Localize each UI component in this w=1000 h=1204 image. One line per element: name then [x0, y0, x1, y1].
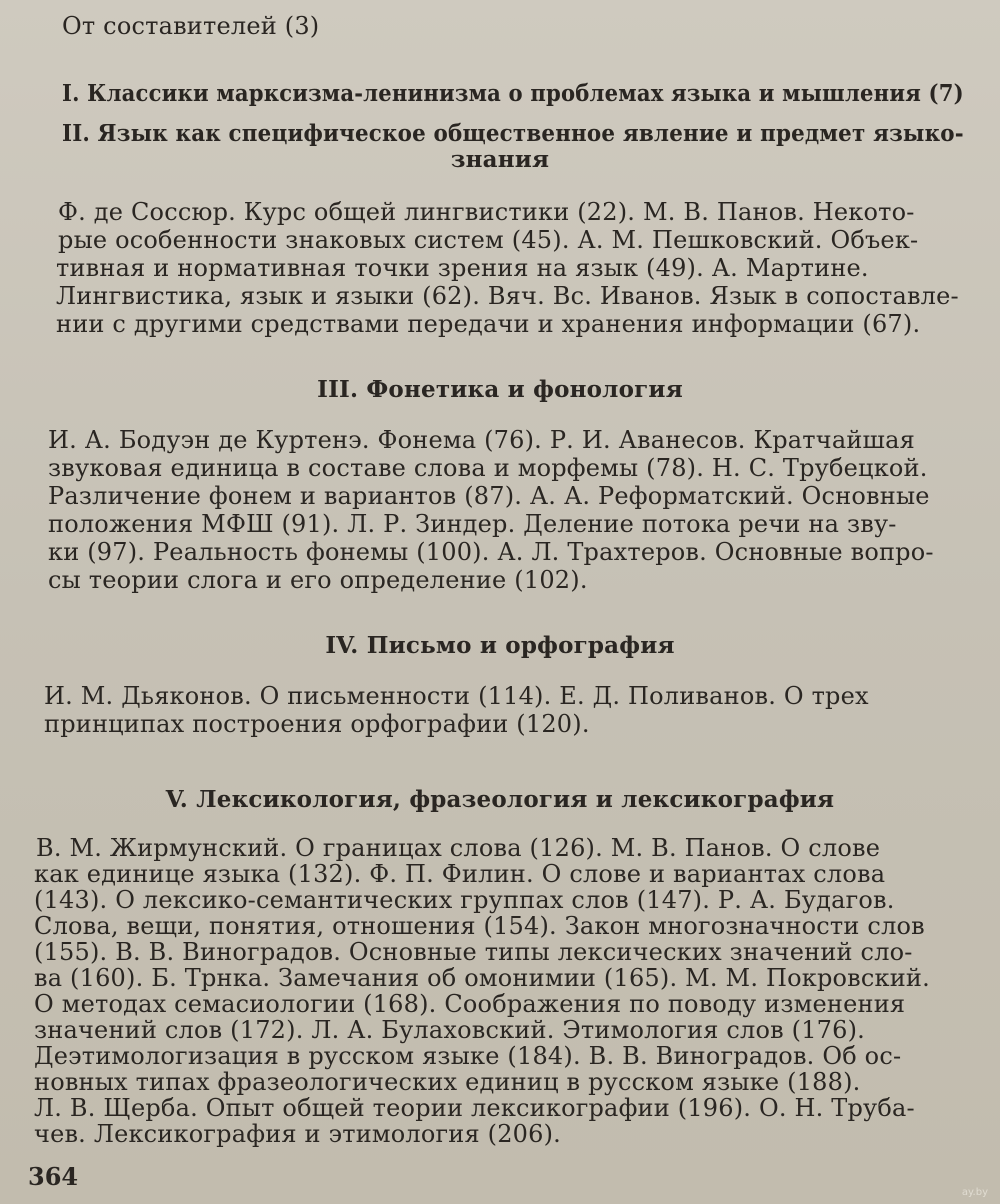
section-5-line-4: Слова, вещи, понятия, отношения (154). Закон многозначности слов: [34, 912, 925, 940]
page-number: 364: [28, 1162, 79, 1191]
section-2-line-4: Лингвистика, язык и языки (62). Вяч. Вс. Иванов. Язык в сопоставле-: [56, 282, 959, 310]
section-4-heading: IV. Письмо и орфография: [325, 632, 675, 659]
section-2-line-5: нии с другими средствами передачи и хранения информации (67).: [56, 310, 921, 338]
section-5-line-12: чев. Лексикография и этимология (206).: [34, 1120, 562, 1148]
section-5-line-5: (155). В. В. Виноградов. Основные типы лексических значений сло-: [34, 938, 913, 966]
section-3-line-4: положения МФШ (91). Л. Р. Зиндер. Деление потока речи на зву-: [48, 510, 897, 538]
section-5-heading: V. Лексикология, фразеология и лексикография: [165, 786, 835, 813]
section-5-line-9: Деэтимологизация в русском языке (184). В. В. Виноградов. Об ос-: [34, 1042, 902, 1070]
section-3-heading: III. Фонетика и фонология: [317, 376, 683, 403]
watermark: ay.by: [961, 1187, 988, 1198]
section-3-line-5: ки (97). Реальность фонемы (100). А. Л. Трахтеров. Основные вопро-: [48, 538, 934, 566]
section-4-line-2: принципах построения орфографии (120).: [44, 710, 590, 738]
section-5-line-8: значений слов (172). Л. А. Булаховский. Этимология слов (176).: [34, 1016, 866, 1044]
section-3-line-1: И. А. Бодуэн де Куртенэ. Фонема (76). Р. И. Аванесов. Кратчайшая: [48, 426, 915, 454]
section-5-line-1: В. М. Жирмунский. О границах слова (126). М. В. Панов. О слове: [36, 834, 881, 862]
section-5-line-10: новных типах фразеологических единиц в русском языке (188).: [34, 1068, 861, 1096]
section-5-line-11: Л. В. Щерба. Опыт общей теории лексикографии (196). О. Н. Труба-: [34, 1094, 915, 1122]
section-1-heading: I. Классики марксизма-ленинизма о проблемах языка и мышления (7): [62, 80, 964, 107]
section-5-line-3: (143). О лексико-семантических группах слов (147). Р. А. Будагов.: [34, 886, 895, 914]
section-5-line-2: как единице языка (132). Ф. П. Филин. О слове и вариантах слова: [34, 860, 886, 888]
section-4-line-1: И. М. Дьяконов. О письменности (114). Е. Д. Поливанов. О трех: [44, 682, 869, 710]
section-3-line-6: сы теории слога и его определение (102).: [48, 566, 588, 594]
section-2-line-2: рые особенности знаковых систем (45). А. М. Пешковский. Объек-: [58, 226, 919, 254]
section-3-line-2: звуковая единица в составе слова и морфемы (78). Н. С. Трубецкой.: [48, 454, 928, 482]
section-2-line-3: тивная и нормативная точки зрения на язык (49). А. Мартине.: [56, 254, 869, 282]
section-2-line-1: Ф. де Соссюр. Курс общей лингвистики (22). М. В. Панов. Некото-: [58, 198, 915, 226]
section-5-line-6: ва (160). Б. Трнка. Замечания об омонимии (165). М. М. Покровский.: [34, 964, 930, 992]
section-2-heading-line2: знания: [450, 146, 550, 173]
section-3-line-3: Различение фонем и вариантов (87). А. А. Реформатский. Основные: [48, 482, 930, 510]
preface-entry: От составителей (3): [62, 12, 320, 40]
section-5-line-7: О методах семасиологии (168). Соображения по поводу изменения: [34, 990, 906, 1018]
section-2-heading-line1: II. Язык как специфическое общественное явление и предмет языко-: [62, 120, 964, 147]
